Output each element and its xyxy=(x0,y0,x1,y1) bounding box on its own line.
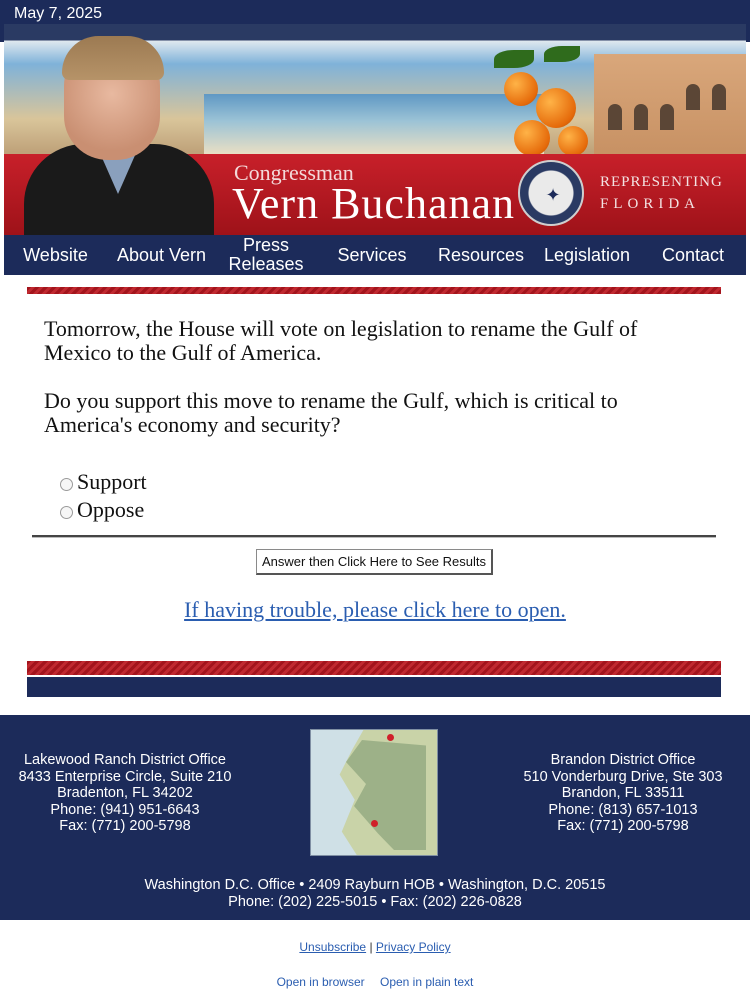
link-separator: | xyxy=(369,940,373,954)
office-address: 8433 Enterprise Circle, Suite 210 xyxy=(18,768,232,785)
trouble-open-link[interactable]: If having trouble, please click here to open. xyxy=(184,597,566,622)
nav-press-releases[interactable]: Press Releases xyxy=(228,235,304,274)
decorative-navy-strip xyxy=(27,677,721,697)
open-links xyxy=(0,975,750,989)
survey-text xyxy=(44,317,684,461)
house-seal-icon xyxy=(518,160,584,226)
dc-office-phone: Phone: (202) 225-5015 • Fax: (202) 226-0828 xyxy=(228,893,522,910)
see-results-button[interactable]: Answer then Click Here to See Results xyxy=(256,549,493,575)
support-radio[interactable] xyxy=(60,478,73,491)
nav-about-vern[interactable]: About Vern xyxy=(116,244,207,265)
dc-office xyxy=(0,877,750,910)
survey-question: Do you support this move to rename the Gulf, which is critical to America's economy and security? xyxy=(44,388,618,437)
office-city: Bradenton, FL 34202 xyxy=(57,785,193,801)
office-fax: Fax: (771) 200-5798 xyxy=(557,818,689,834)
option-support[interactable] xyxy=(60,469,147,495)
nav-legislation[interactable]: Legislation xyxy=(543,244,631,265)
divider xyxy=(32,535,716,538)
open-plain-text-link[interactable]: Open in plain text xyxy=(379,975,474,989)
nav-services[interactable]: Services xyxy=(337,244,407,265)
unsubscribe-link[interactable]: Unsubscribe xyxy=(299,940,367,954)
state-label: FLORIDA xyxy=(600,196,701,212)
date-label: May 7, 2025 xyxy=(14,5,103,22)
banner-oranges-photo xyxy=(474,42,594,162)
survey-intro: Tomorrow, the House will vote on legislation to rename the Gulf of Mexico to the Gulf of America. xyxy=(44,316,638,365)
congressman-photo xyxy=(24,34,214,235)
nav-contact[interactable]: Contact xyxy=(661,244,725,265)
oppose-radio[interactable] xyxy=(60,506,73,519)
header-banner xyxy=(4,24,746,235)
lakewood-office xyxy=(0,752,250,835)
oppose-label: Oppose xyxy=(77,497,145,522)
office-name: Lakewood Ranch District Office xyxy=(23,752,227,768)
congressman-name: Vern Buchanan xyxy=(232,179,516,228)
office-city: Brandon, FL 33511 xyxy=(561,785,685,801)
survey-card xyxy=(4,275,746,715)
option-oppose[interactable] xyxy=(60,497,144,523)
eagle-icon: ✦ xyxy=(545,185,561,205)
office-address: 510 Vonderburg Drive, Ste 303 xyxy=(523,768,723,785)
nav-resources[interactable]: Resources xyxy=(437,244,525,265)
support-label: Support xyxy=(77,469,147,494)
open-in-browser-link[interactable]: Open in browser xyxy=(276,975,365,989)
district-map xyxy=(310,729,438,856)
dc-office-address: Washington D.C. Office • 2409 Rayburn HOB • Washington, D.C. 20515 xyxy=(144,877,606,893)
office-phone: Phone: (813) 657-1013 xyxy=(548,801,698,818)
brandon-office xyxy=(498,752,748,835)
office-name: Brandon District Office xyxy=(550,752,696,768)
nav-website[interactable]: Website xyxy=(23,244,88,265)
main-nav xyxy=(4,235,746,275)
representing-label: REPRESENTING xyxy=(600,174,723,190)
congressman-title: Congressman xyxy=(234,160,354,185)
decorative-stripe-bottom xyxy=(27,661,721,675)
footer-links xyxy=(0,940,750,954)
office-fax: Fax: (771) 200-5798 xyxy=(59,818,191,834)
office-phone: Phone: (941) 951-6643 xyxy=(50,801,200,818)
footer xyxy=(0,715,750,920)
decorative-stripe xyxy=(27,287,721,294)
privacy-policy-link[interactable]: Privacy Policy xyxy=(375,940,451,954)
